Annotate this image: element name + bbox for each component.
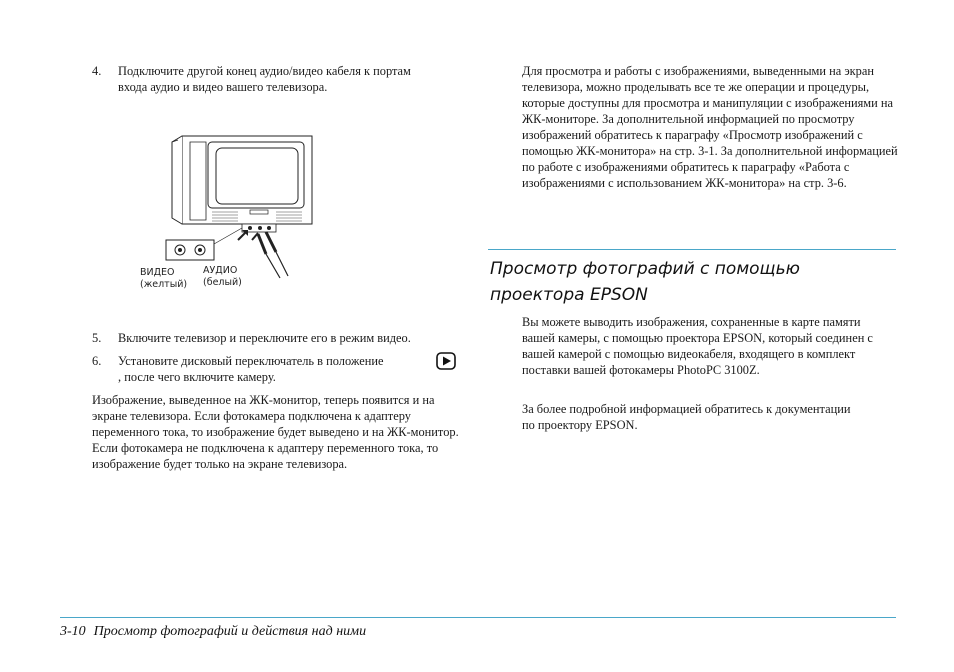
audio-port-color: (белый) <box>203 277 242 288</box>
projector-docs-paragraph: За более подробной информацией обратитесь к документации по проектору EPSON. <box>522 402 851 432</box>
section-heading <box>490 256 890 308</box>
video-port-label: ВИДЕО <box>140 267 175 278</box>
audio-port-label: АУДИО <box>203 265 238 276</box>
video-port-color: (желтый) <box>140 279 188 290</box>
projector-paragraph: Вы можете выводить изображения, сохраненные в карте памяти вашей камеры, с помощью проектора EPSON, который соединен с вашей камерой с помощью видеокабеля, входящего в комплект поставки вашей фотокамеры PhotoPC 3100Z. <box>522 315 873 377</box>
step-4-number: 4. <box>92 64 102 78</box>
page-number: 3-10 <box>60 624 86 639</box>
step-4-text: Подключите другой конец аудио/видео кабеля к портам входа аудио и видео вашего телевизора. <box>118 64 411 94</box>
tv-display-paragraph: Изображение, выведенное на ЖК-монитор, теперь появится и на экране телевизора. Если фотокамера подключена к адаптеру переменного тока, то изображение будет выведено и на ЖК-монитор. Если фотокамера не подключена к адаптеру переменного тока, то изображение будет только на экране телевизора. <box>92 393 459 471</box>
step-5-number: 5. <box>92 331 102 345</box>
step-6-text-after: , после чего включите камеру. <box>118 370 276 384</box>
footer-rule <box>60 617 896 618</box>
step-6-text: Установите дисковый переключатель в положение <box>118 354 384 368</box>
playback-mode-icon <box>436 352 456 370</box>
intro-paragraph: Для просмотра и работы с изображениями, выведенными на экран телевизора, можно проделывать все те же операции и процедуры, которые доступны для просмотра и манипуляции с изображениями на ЖК-мониторе. За дополнительной информацией по просмотру изображений обратитесь к параграфу «Просмотр изображений с помощью ЖК-монитора» на стр. 3-1. За дополнительной информацией по работе с изображениями обратитесь к параграфу «Работа с изображениями с использованием ЖК-монитора» на стр. 3-6. <box>522 64 898 190</box>
page-footer <box>60 624 366 640</box>
section-heading-line-1: Просмотр фотографий с помощью <box>490 259 800 279</box>
step-5-text: Включите телевизор и переключите его в режим видео. <box>118 331 411 345</box>
step-6-number: 6. <box>92 354 102 368</box>
section-heading-line-2: проектора EPSON <box>490 285 648 305</box>
section-rule <box>488 249 896 250</box>
chapter-title: Просмотр фотографий и действия над ними <box>93 624 367 639</box>
